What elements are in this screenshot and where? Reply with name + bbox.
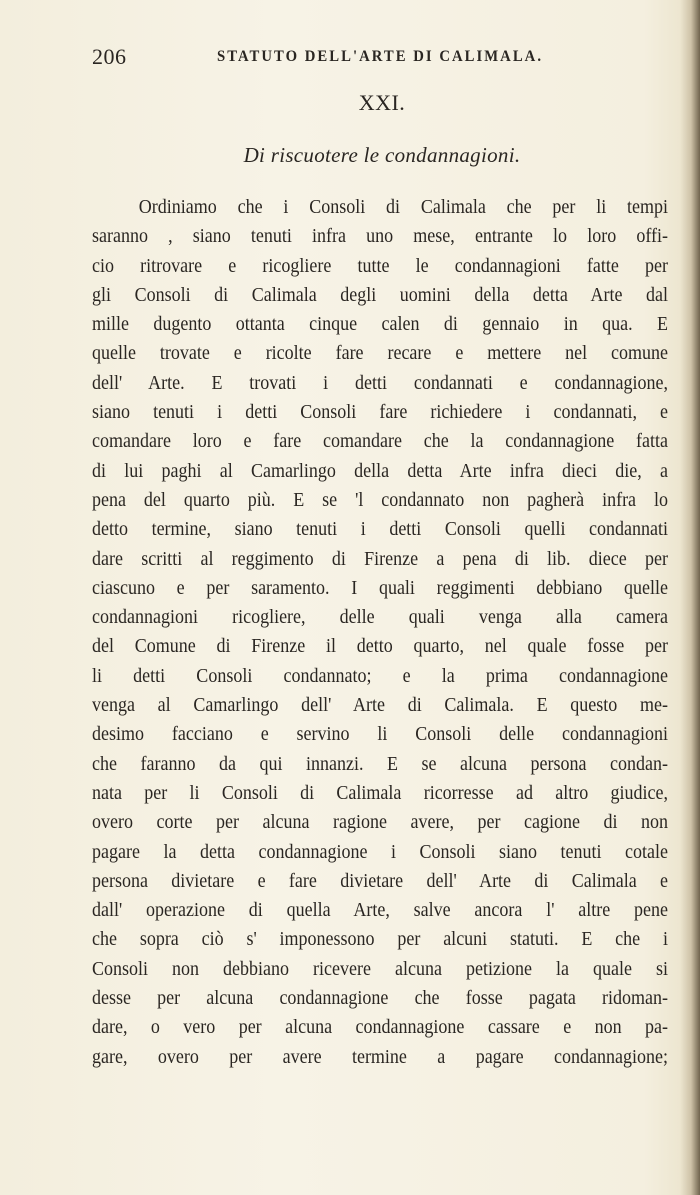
text-line: detto termine, siano tenuti i detti Consoli quelli condannati	[92, 518, 668, 541]
text-line: cio ritrovare e ricogliere tutte le condannagioni fatte per	[92, 254, 668, 277]
text-line: pagare la detta condannagione i Consoli siano tenuti cotale	[92, 840, 668, 863]
text-line: dell' Arte. E trovati i detti condannati e condannagione,	[92, 371, 668, 394]
text-line: dall' operazione di quella Arte, salve ancora l' altre pene	[92, 899, 668, 922]
body-text	[92, 193, 668, 1072]
text-line: siano tenuti i detti Consoli fare richiedere i condannati, e	[92, 401, 668, 424]
text-line: di lui paghi al Camarlingo della detta Arte infra dieci die, a	[92, 459, 668, 482]
text-line: overo corte per alcuna ragione avere, per cagione di non	[92, 811, 668, 834]
text-line: che sopra ciò s' imponessono per alcuni statuti. E che i	[92, 928, 668, 951]
text-line: dare, o vero per alcuna condannagione cassare e non pa-	[92, 1016, 668, 1039]
chapter-number: XXI.	[358, 90, 406, 115]
page-number: 206	[92, 44, 127, 69]
text-line: ciascuno e per saramento. I quali reggimenti debbiano quelle	[92, 576, 668, 599]
page-header	[92, 44, 672, 74]
page-edge-shadow	[680, 0, 700, 1195]
text-line: saranno , siano tenuti infra uno mese, entrante lo loro offi-	[92, 225, 668, 248]
text-line: Consoli non debbiano ricevere alcuna petizione la quale si	[92, 957, 668, 980]
text-line: gare, overo per avere termine a pagare condannagione;	[92, 1045, 668, 1068]
text-line: venga al Camarlingo dell' Arte di Calimala. E questo me-	[92, 694, 668, 717]
text-line: quelle trovate e ricolte fare recare e mettere nel comune	[92, 342, 668, 365]
text-line: persona divietare e fare divietare dell' Arte di Calimala e	[92, 869, 668, 892]
text-line: pena del quarto più. E se 'l condannato non pagherà infra lo	[92, 488, 668, 511]
text-line: nata per li Consoli di Calimala ricorresse ad altro giudice,	[92, 781, 668, 804]
text-line: Ordiniamo che i Consoli di Calimala che per li tempi	[138, 196, 669, 218]
chapter-title: Di riscuotere le condannagioni.	[243, 143, 521, 167]
text-line: desse per alcuna condannagione che fosse pagata ridoman-	[92, 987, 668, 1010]
text-line: comandare loro e fare comandare che la condannagione fatta	[92, 430, 668, 453]
text-line: mille dugento ottanta cinque calen di gennaio in qua. E	[92, 313, 668, 336]
text-line: che faranno da qui innanzi. E se alcuna persona condan-	[92, 752, 668, 775]
text-line: gli Consoli di Calimala degli uomini della detta Arte dal	[92, 283, 668, 306]
text-line: dare scritti al reggimento di Firenze a pena di lib. diece per	[92, 547, 668, 570]
text-line: desimo facciano e servino li Consoli delle condannagioni	[92, 723, 668, 746]
text-line: del Comune di Firenze il detto quarto, nel quale fosse per	[92, 635, 668, 658]
running-title: STATUTO DELL'ARTE DI CALIMALA.	[217, 48, 544, 65]
text-line: condannagioni ricogliere, delle quali venga alla camera	[92, 606, 668, 629]
text-line: li detti Consoli condannato; e la prima condannagione	[92, 664, 668, 687]
